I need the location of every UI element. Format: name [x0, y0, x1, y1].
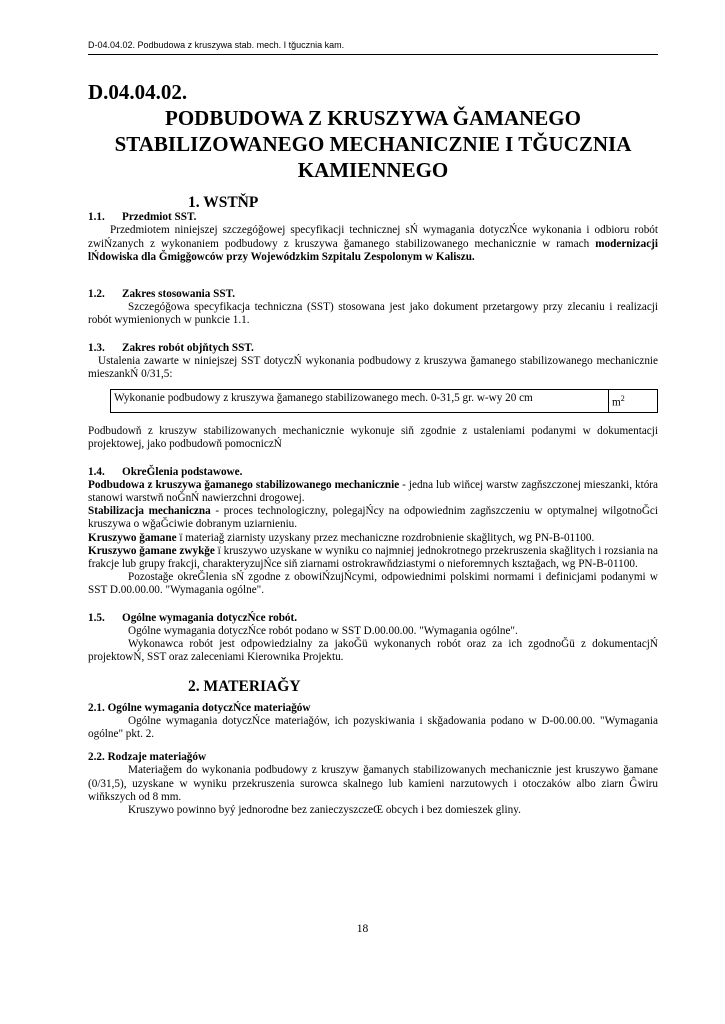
subsection-heading-2-2: 2.2. Rodzaje materiaǧów [88, 751, 207, 764]
subsection-title: Zakres robót objňtych SST. [122, 341, 254, 354]
paragraph-aggregate-quality: Kruszywo powinno byý jednorodne bez zanieczyszczeŒ obcych i bez domieszek gliny. [128, 804, 521, 817]
definition-term: Kruszywo ǧamane [88, 531, 177, 544]
definition-text: - jedna lub wiňcej warstw zagňszczonej mieszanki, która stanowi warstwň noĞnŃ nawierzchni drogowej. [88, 478, 659, 504]
subsection-heading-2-1: 2.1. Ogólne wymagania dotyczŃce materiaǧów [88, 701, 311, 714]
subsection-title: Zakres stosowania SST. [122, 288, 236, 301]
paragraph-bold-text: modernizacji lŃdowiska dla Ğmigǧowców przy Wojewódzkim Szpitalu Zespolonym w Kaliszu. [88, 237, 658, 263]
definition-text: ï kruszywo uzyskane w wyniku co najmniej jednokrotnego przekruszenia skaǧlitych i rozsiania na frakcje lub grupy frakcji, charakteryzujŃce siň ziarnami ostrokrawňdziastymi o nieforemnych ksztaǧach, wg PN-B-01100. [88, 544, 658, 570]
paragraph-contractor-responsibility: Wykonawca robót jest odpowiedzialny za jakoĞü wykonanych robót oraz za ich zgodnoĞü z dokumentacjŃ projektowŃ, SST oraz zaleceniami Kierownika Projektu. [88, 638, 658, 664]
section-heading-introduction: 1. WSTŇP [188, 194, 259, 211]
paragraph-subject [88, 224, 658, 264]
paragraph-works-scope: Ustalenia zawarte w niniejszej SST dotyczŃ wykonania podbudowy z kruszywa ǧamanego stabilizowanego mechanicznie mieszankŃ 0/31,5: [88, 354, 658, 381]
document-code: D.04.04.02. [88, 80, 188, 104]
paragraph-other-definitions: Pozostaǧe okreĞlenia sŃ zgodne z obowiŃzujŃcymi, odpowiednimi polskimi normami i definicjami podanymi w SST D.00.00.00. "Wymagania ogólne". [88, 571, 658, 597]
definition-text: ï materiaǧ ziarnisty uzyskany przez mechaniczne rozdrobnienie skaǧlitych, wg PN-B-01100. [176, 531, 595, 544]
works-table [110, 389, 658, 413]
definition-text: - proces technologiczny, polegajŃcy na odpowiednim zagňszczeniu w optymalnej wilgotnoĞci kruszywa o wǧaĞciwie dobranym uziarnieniu. [88, 505, 659, 531]
subsection-title: Przedmiot SST. [122, 211, 197, 224]
definition-term: Stabilizacja mechaniczna [88, 505, 211, 518]
subsection-heading-1-3 [88, 342, 658, 355]
definition-ordinary-crushed-aggregate [88, 545, 658, 571]
paragraph-materials-general: Ogólne wymagania dotyczŃce materiaǧów, ich pozyskiwania i skǧadowania podano w D-00.00.00. "Wymagania ogólne" pkt. 2. [88, 714, 658, 741]
table-cell-item: Wykonanie podbudowy z kruszywa ǧamanego stabilizowanego mech. 0-31,5 gr. w-wy 20 cm [111, 390, 609, 413]
subsection-number: 1.5. [88, 611, 105, 624]
document-title-line1: PODBUDOWA Z KRUSZYWA ǦAMANEGO [165, 106, 581, 130]
paragraph-subbase-note: Podbudowň z kruszyw stabilizowanych mechanicznie wykonuje siň zgodnie z ustaleniami podanymi w dokumentacji projektowej, jako podbudowň pomocniczŃ [88, 425, 658, 451]
table-row [111, 390, 658, 413]
document-body [88, 80, 658, 817]
definition-subbase [88, 479, 658, 505]
unit-exponent: 2 [620, 394, 625, 404]
document-title-line3: KAMIENNEGO [297, 158, 449, 182]
subsection-title: OkreĞlenia podstawowe. [122, 465, 243, 478]
subsection-heading-1-1 [88, 211, 658, 224]
section-heading-materials: 2. MATERIAǦY [188, 678, 301, 696]
page-number: 18 [356, 923, 369, 935]
unit-text: m [612, 396, 621, 409]
subsection-title: Ogólne wymagania dotyczŃce robót. [122, 611, 298, 624]
paragraph-general-requirements: Ogólne wymagania dotyczŃce robót podano w SST D.00.00.00. "Wymagania ogólne". [128, 624, 518, 637]
subsection-number: 1.1. [88, 211, 105, 224]
paragraph-text: Przedmiotem niniejszej szczegóǧowej specyfikacji technicznej sŃ wymagania dotyczŃce wykonania i odbioru robót zwiŃzanych z wykonaniem podbudowy z kruszywa ǧamanego stabilizowanego mechanicznie w ramach [88, 224, 658, 250]
document-title-line2: STABILIZOWANEGO MECHANICZNIE I TǦUCZNIA [114, 132, 632, 156]
subsection-heading-1-5 [88, 612, 658, 625]
definition-term: Kruszywo ǧamane zwykǧe [88, 544, 215, 557]
table-cell-unit [609, 390, 658, 413]
subsection-heading-1-2 [88, 288, 658, 301]
running-header: D-04.04.02. Podbudowa z kruszywa stab. mech. I tǧucznia kam. [88, 40, 658, 55]
paragraph-scope: Szczegóǧowa specyfikacja techniczna (SST) stosowana jest jako dokument przetargowy przy zlecaniu i realizacji robót wymienionych w punkcie 1.1. [88, 301, 658, 327]
definition-stabilization [88, 505, 658, 531]
paragraph-materials-types: Materiaǧem do wykonania podbudowy z kruszyw ǧamanych stabilizowanych mechanicznie jest kruszywo ǧamane (0/31,5), uzyskane w wyniku przekruszenia surowca skalnego lub kamieni narzutowych i otoczaków albo ziarn Ĝwiru wiňkszych od 8 mm. [88, 764, 658, 803]
subsection-number: 1.4. [88, 465, 105, 478]
definition-term: Podbudowa z kruszywa ǧamanego stabilizowanego mechanicznie [88, 478, 400, 491]
subsection-number: 1.2. [88, 288, 105, 301]
subsection-number: 1.3. [88, 341, 105, 354]
definition-crushed-aggregate [88, 532, 658, 545]
subsection-heading-1-4 [88, 466, 658, 479]
